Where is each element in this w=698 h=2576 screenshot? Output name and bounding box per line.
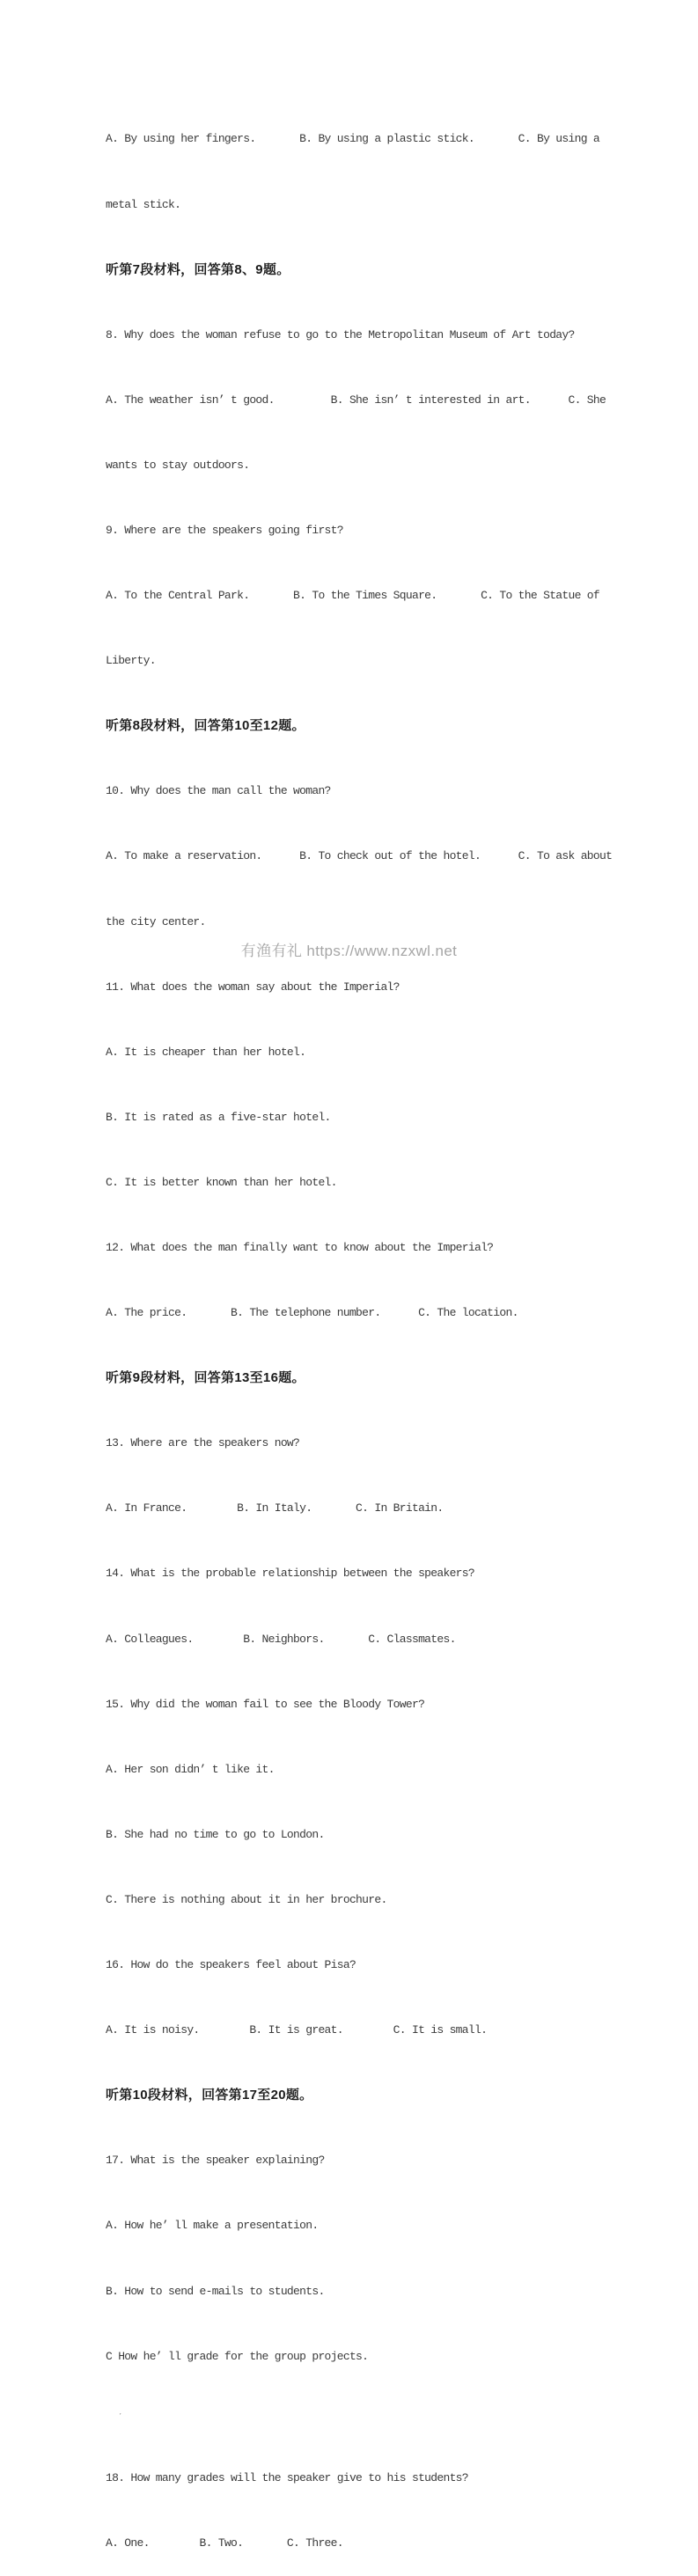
question-10: 10. Why does the man call the woman? xyxy=(106,784,331,798)
option-row: A. One. B. Two. C. Three. xyxy=(106,2536,343,2550)
exam-page xyxy=(106,85,698,2576)
option-b: B. She had no time to go to London. xyxy=(106,1827,325,1841)
option-a: A. Her son didn’ t like it. xyxy=(106,1762,275,1776)
watermark: 有渔有礼 https://www.nzxwl.net xyxy=(240,943,458,959)
section-header-7: 听第7段材料，回答第8、9题。 xyxy=(106,261,290,277)
option-b: B. How to send e-mails to students. xyxy=(106,2284,325,2298)
option-row: A. It is noisy. B. It is great. C. It is small. xyxy=(106,2023,488,2037)
continuation-line: metal stick. xyxy=(106,197,181,211)
section-header-9: 听第9段材料，回答第13至16题。 xyxy=(106,1370,305,1386)
option-a: A. How he’ ll make a presentation. xyxy=(106,2219,319,2233)
question-17: 17. What is the speaker explaining? xyxy=(106,2154,325,2168)
option-c: C. It is better known than her hotel. xyxy=(106,1175,337,1189)
continuation-line: Liberty. xyxy=(106,654,156,668)
option-row: A. The price. B. The telephone number. C. The location. xyxy=(106,1306,518,1320)
question-18: 18. How many grades will the speaker give to his students? xyxy=(106,2470,468,2484)
option-row: A. Colleagues. B. Neighbors. C. Classmates. xyxy=(106,1632,456,1646)
question-16: 16. How do the speakers feel about Pisa? xyxy=(106,1958,356,1972)
option-row: A. To make a reservation. B. To check out of the hotel. C. To ask about xyxy=(106,849,613,863)
continuation-line: wants to stay outdoors. xyxy=(106,458,250,472)
option-row: A. In France. B. In Italy. C. In Britain. xyxy=(106,1501,444,1516)
stray-mark: ˊ xyxy=(118,2412,122,2422)
question-14: 14. What is the probable relationship between the speakers? xyxy=(106,1567,474,1581)
question-13: 13. Where are the speakers now? xyxy=(106,1436,300,1450)
option-b: B. It is rated as a five-star hotel. xyxy=(106,1110,331,1124)
option-c: C How he’ ll grade for the group projects. xyxy=(106,2349,369,2363)
continuation-line: the city center. xyxy=(106,914,206,928)
question-8: 8. Why does the woman refuse to go to the Metropolitan Museum of Art today? xyxy=(106,327,575,341)
section-header-10: 听第10段材料，回答第17至20题。 xyxy=(106,2088,313,2103)
question-15: 15. Why did the woman fail to see the Bloody Tower? xyxy=(106,1697,425,1711)
question-11: 11. What does the woman say about the Imperial? xyxy=(106,980,400,994)
option-a: A. It is cheaper than her hotel. xyxy=(106,1045,306,1059)
option-row: A. The weather isn’ t good. B. She isn’ t interested in art. C. She xyxy=(106,393,606,407)
option-c: C. There is nothing about it in her brochure. xyxy=(106,1892,387,1906)
option-row: A. By using her fingers. B. By using a plastic stick. C. By using a xyxy=(106,132,600,146)
section-header-8: 听第8段材料，回答第10至12题。 xyxy=(106,718,305,734)
option-row: A. To the Central Park. B. To the Times Square. C. To the Statue of xyxy=(106,589,600,603)
question-12: 12. What does the man finally want to know about the Imperial? xyxy=(106,1241,494,1254)
question-9: 9. Where are the speakers going first? xyxy=(106,523,343,537)
